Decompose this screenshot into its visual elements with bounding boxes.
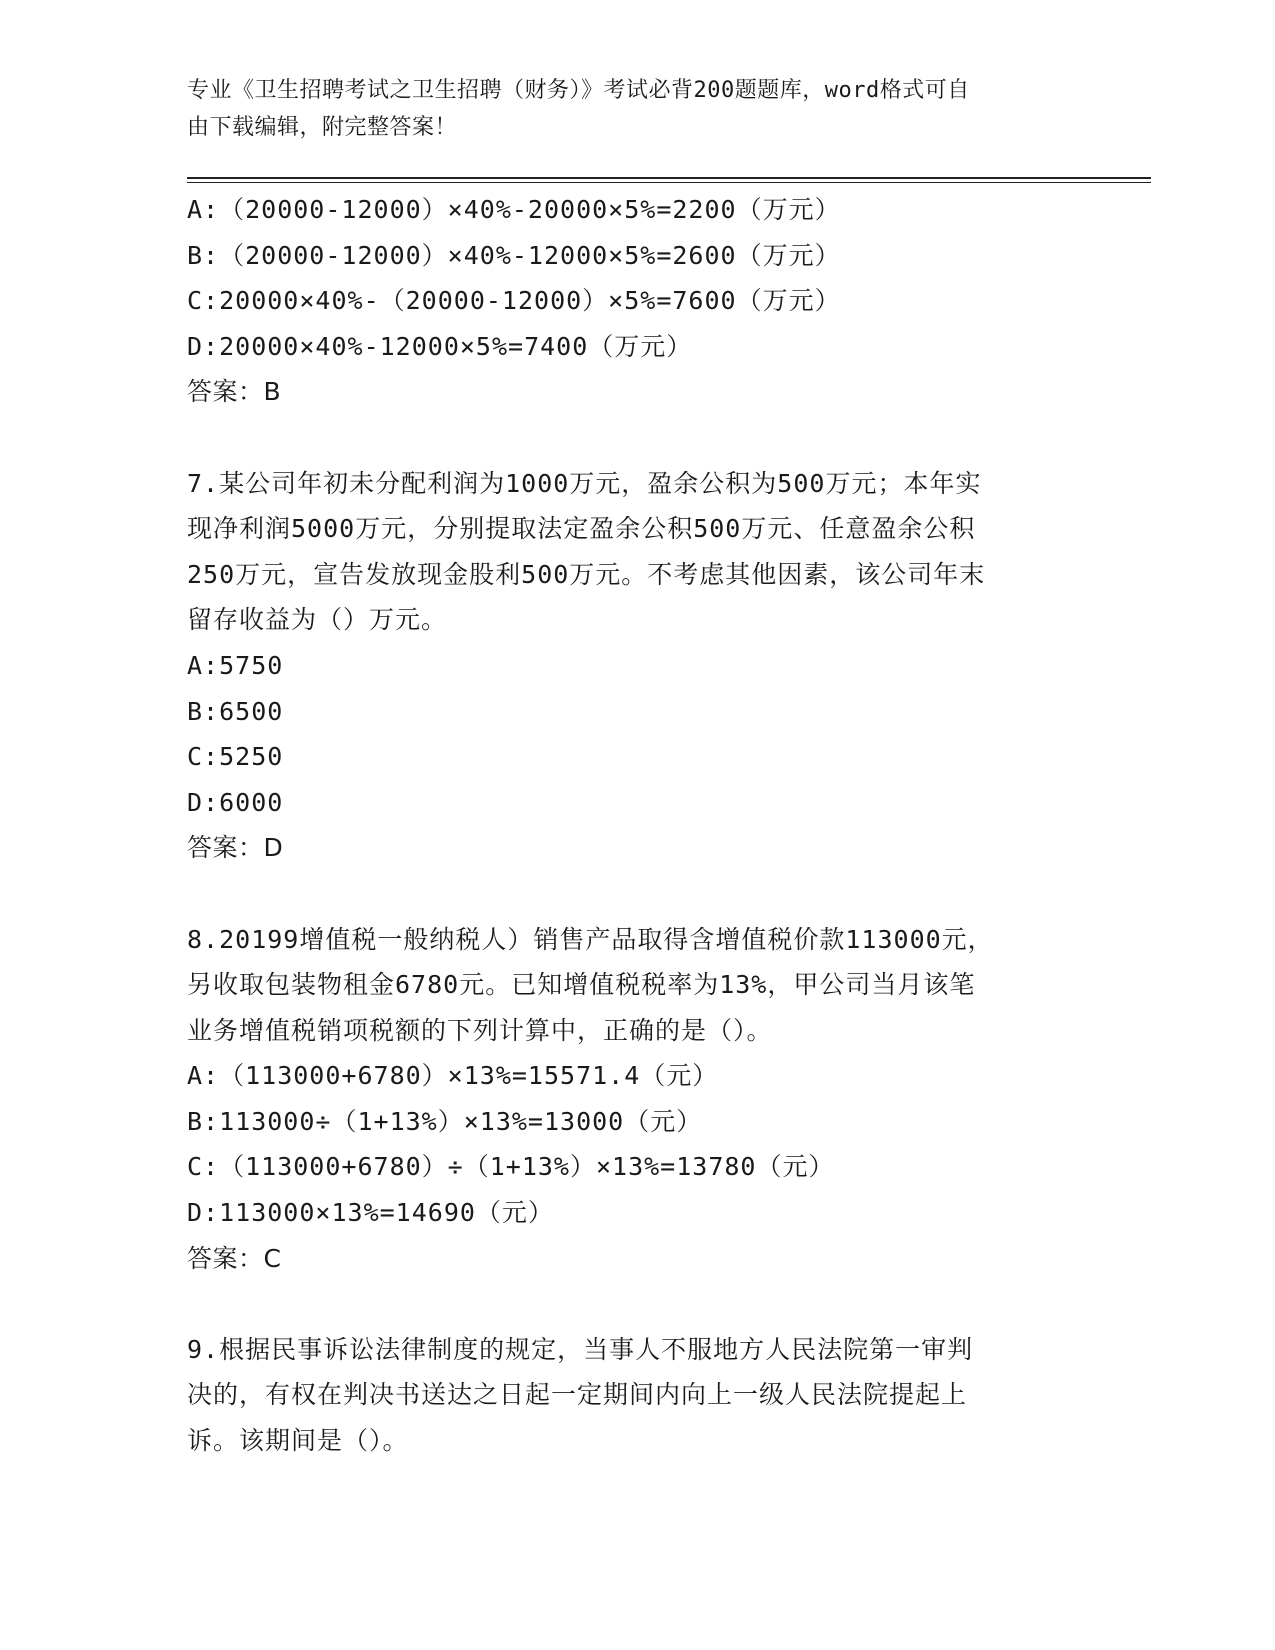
question-content	[187, 187, 1087, 1464]
q6-option-a: A:（20000-12000）×40%-20000×5%=2200（万元）	[187, 195, 841, 224]
spacer	[187, 1281, 1087, 1327]
q7-stem-line-3: 250万元，宣告发放现金股利500万元。不考虑其他因素，该公司年末	[187, 559, 986, 589]
q7-stem-line-2: 现净利润5000万元，分别提取法定盈余公积500万元、任意盈余公积	[187, 514, 976, 544]
q7-option-a: A:5750	[187, 650, 284, 680]
document-header	[187, 72, 1067, 146]
q8-stem-line-2: 另收取包装物租金6780元。已知增值税税率为13%，甲公司当月该笔	[187, 970, 976, 1000]
q9-stem-line-2: 决的，有权在判决书送达之日起一定期间内向上一级人民法院提起上	[187, 1380, 968, 1410]
header-rule-thin	[187, 182, 1151, 183]
q7-answer: 答案：D	[187, 833, 284, 863]
q8-option-d: D:113000×13%=14690（元）	[187, 1198, 554, 1228]
q6-option-b: B:（20000-12000）×40%-12000×5%=2600（万元）	[187, 240, 841, 270]
spacer	[187, 871, 1087, 917]
q8-option-a: A:（113000+6780）×13%=15571.4（元）	[187, 1061, 719, 1091]
header-line-2: 由下载编辑，附完整答案！	[187, 115, 458, 140]
q8-option-c: C:（113000+6780）÷（1+13%）×13%=13780（元）	[187, 1152, 835, 1182]
q7-option-d: D:6000	[187, 787, 284, 817]
q6-option-c: C:20000×40%-（20000-12000）×5%=7600（万元）	[187, 286, 841, 316]
q7-stem-line-1: 7.某公司年初未分配利润为1000万元，盈余公积为500万元；本年实	[187, 468, 982, 498]
header-line-1: 专业《卫生招聘考试之卫生招聘（财务）》考试必背200题题库，word格式可自	[187, 78, 970, 103]
q8-stem-line-1: 8.20199增值税一般纳税人）销售产品取得含增值税价款113000元，	[187, 924, 994, 954]
q7-option-b: B:6500	[187, 696, 284, 726]
spacer	[187, 415, 1087, 461]
q9-stem-line-3: 诉。该期间是（）。	[187, 1426, 409, 1456]
q6-answer: 答案：B	[187, 377, 282, 407]
q7-stem-line-4: 留存收益为（）万元。	[187, 605, 448, 635]
q8-answer: 答案：C	[187, 1243, 282, 1273]
q8-stem-line-3: 业务增值税销项税额的下列计算中，正确的是（）。	[187, 1015, 773, 1045]
q9-stem-line-1: 9.根据民事诉讼法律制度的规定，当事人不服地方人民法院第一审判	[187, 1334, 974, 1364]
header-rule-thick	[187, 177, 1151, 179]
q8-option-b: B:113000÷（1+13%）×13%=13000（元）	[187, 1106, 703, 1136]
q6-option-d: D:20000×40%-12000×5%=7400（万元）	[187, 331, 693, 361]
q7-option-c: C:5250	[187, 742, 284, 772]
